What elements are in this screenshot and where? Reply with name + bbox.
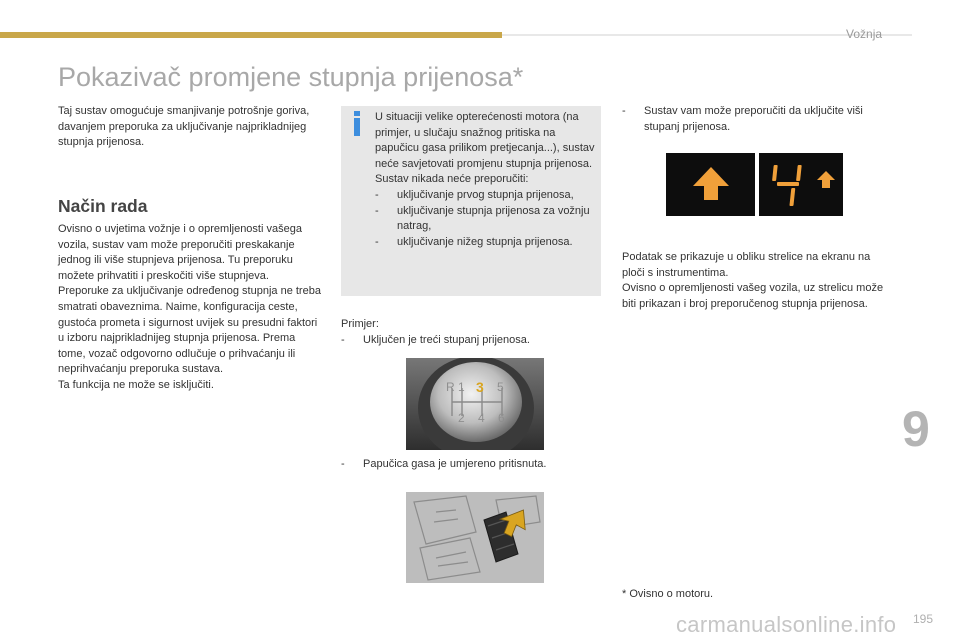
info-list-item: - uključivanje prvog stupnja prijenosa, [375,188,574,201]
info-text [375,110,597,250]
example-step: - Papučica gasa je umjereno pritisnuta. [341,458,547,470]
gear-label: 1 [458,380,465,394]
gear-label-highlighted: 3 [476,379,484,395]
info-line: Sustav nikada neće preporučiti: [375,173,529,186]
info-list-item: - uključivanje stupnja prijenosa za vožnju natrag, [375,204,590,233]
operation-text [58,222,323,394]
example-step: - Sustav vam može preporučiti da uključite viši stupanj prijenosa. [622,105,863,133]
page-number: 195 [913,612,934,626]
display-paragraph: Ovisno o opremljenosti vašeg vozila, uz strelicu može biti prikazan i broj preporučenog stupnja prijenosa. [622,282,884,310]
page-title: Pokazivač promjene stupnja prijenosa* [58,62,524,92]
operation-paragraph: Preporuke za uključivanje određenog stupnja ne treba smatrati obaveznima. Naime, konfiguracija ceste, gustoća prometa i sigurnost uvijek su presudni faktori u izboru najprikladnijeg stupnja prijenosa. Prema tome, vozač odgovorno odlučuje o prihvaćanju ili neprihvaćanju preporuka sustava. [58,285,321,376]
gear-label: 4 [478,411,485,425]
info-line: U situaciji velike opterećenosti motora (na primjer, u slučaju snažnog pritiska na papučicu gasa prilikom pretjecanja...), sustav neće savjetovati promjenu stupnja prijenosa. [375,111,595,170]
dashboard-display-arrow-gear [759,153,843,216]
gear-label: R [446,380,455,394]
example-label: Primjer: [341,318,379,330]
intro-paragraph: Taj sustav omogućuje smanjivanje potrošnje goriva, davanjem preporuka za uključivanje najprikladnijeg stupnja prijenosa. [58,105,310,149]
accelerator-pedal-image [406,492,544,583]
gear-knob-image [406,358,544,450]
display-description [622,250,884,312]
gear-number: 4 [759,153,760,154]
gear-label: 2 [458,411,465,425]
info-icon [353,111,361,136]
chapter-number: 9 [902,401,930,457]
example-step: - Uključen je treći stupanj prijenosa. [341,333,530,346]
up-arrow-icon [693,167,729,200]
footnote: * Ovisno o motoru. [622,588,714,600]
header-accent-bar [0,32,502,38]
up-arrow-icon [817,171,835,188]
operation-heading: Način rada [58,196,148,216]
operation-paragraph: Ta funkcija ne može se isključiti. [58,378,214,391]
operation-paragraph: Ovisno o uvjetima vožnje i o opremljenosti vašega vozila, sustav vam može preporučiti preskakanje jednog ili više stupnjeva prijenosa. Tu preporuku možete prihvatiti i preskočiti više stupnjeva. [58,223,302,282]
gear-label: 6 [498,411,505,425]
example-text [341,317,601,348]
dashboard-display-arrow [666,153,755,216]
section-title: Vožnja [846,27,883,41]
display-paragraph: Podatak se prikazuje u obliku strelice na ekranu na ploči s instrumentima. [622,251,871,279]
watermark: carmanualsonline.info [676,612,897,637]
info-list-item: - uključivanje nižeg stupnja prijenosa. [375,235,573,248]
gear-label: 5 [497,380,504,394]
